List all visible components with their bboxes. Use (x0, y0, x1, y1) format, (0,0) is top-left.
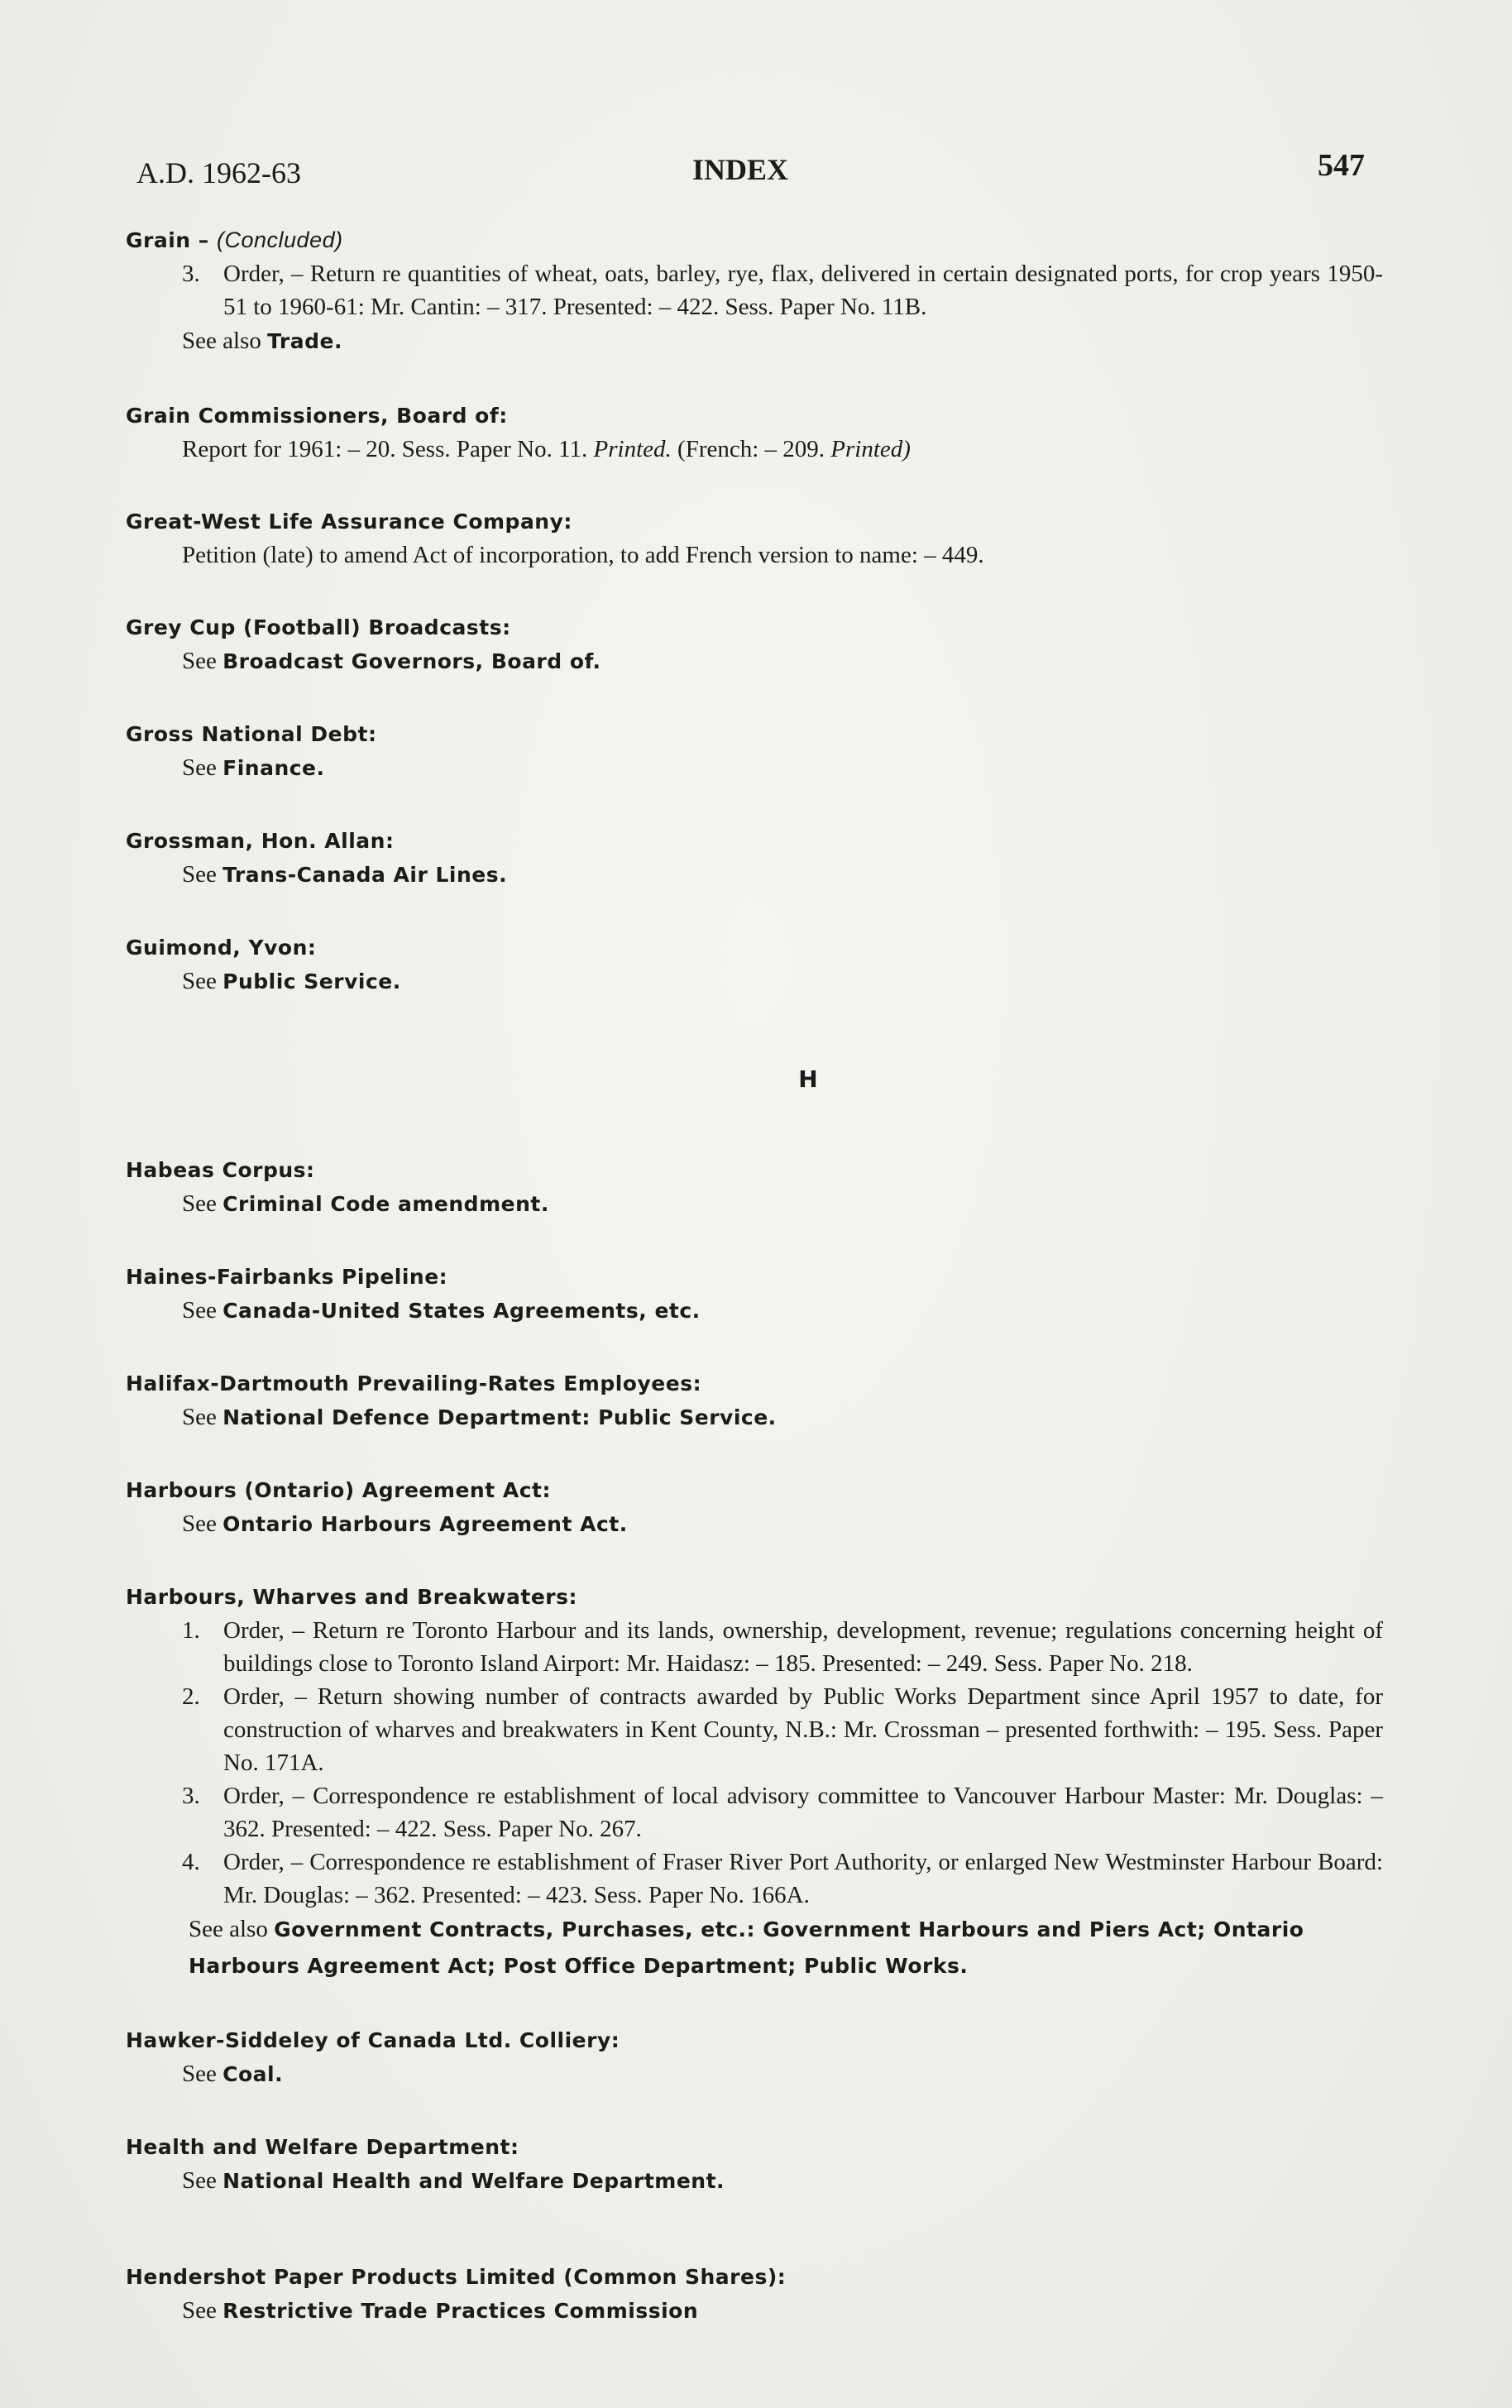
entry-body: See Canada-United States Agreements, etc. (182, 1297, 701, 1324)
index-entry-health-welfare (126, 2131, 1383, 2198)
entry-heading: Grossman, Hon. Allan: (126, 829, 395, 853)
entry-heading: Grain Commissioners, Board of: (126, 404, 508, 428)
entry-body: See Broadcast Governors, Board of. (182, 648, 601, 674)
cross-reference: Ontario Harbours Agreement Act. (222, 1512, 628, 1536)
entry-body: Petition (late) to amend Act of incorporation, to add French version to name: – 449. (182, 542, 984, 568)
entry-heading: Habeas Corpus: (126, 1158, 315, 1182)
entry-body: See National Health and Welfare Department. (182, 2167, 725, 2194)
entry-heading: Hawker-Siddeley of Canada Ltd. Colliery: (126, 2028, 620, 2052)
entry-heading: Hendershot Paper Products Limited (Common Shares): (126, 2265, 787, 2289)
list-item: 3. Order, – Correspondence re establishment of local advisory committee to Vancouver Harbour Master: Mr. Douglas: – 362. Presented: – 422. Sess. Paper No. 267. (182, 1783, 1383, 1842)
index-entry-halifax-dartmouth (126, 1367, 1383, 1434)
entry-body: See Trans-Canada Air Lines. (182, 861, 508, 888)
list-item: 4. Order, – Correspondence re establishment of Fraser River Port Authority, or enlarged New Westminster Harbour Board: Mr. Douglas: – 362. Presented: – 423. Sess. Paper No. 166A. (182, 1849, 1383, 1908)
see-also-reference: See also Government Contracts, Purchases, etc.: Government Harbours and Piers Act; Ontario Harbours Agreement Act; Post Office Department; Public Works. (189, 1916, 1304, 1978)
index-entry-gross-national-debt (126, 718, 1383, 785)
cross-reference: Trans-Canada Air Lines. (222, 863, 508, 887)
cross-reference: Criminal Code amendment. (222, 1192, 549, 1216)
entry-body: See Coal. (182, 2061, 284, 2087)
cross-reference: Restrictive Trade Practices Commission (222, 2299, 699, 2323)
index-entry-great-west-life (126, 505, 1383, 572)
entry-body: See Public Service. (182, 968, 401, 994)
see-also-reference: See also Trade. (182, 328, 342, 354)
entry-heading: Halifax-Dartmouth Prevailing-Rates Employees: (126, 1372, 702, 1395)
entry-heading: Health and Welfare Department: (126, 2135, 519, 2159)
entry-body: See Ontario Harbours Agreement Act. (182, 1510, 628, 1537)
index-entry-haines-fairbanks (126, 1261, 1383, 1328)
cross-reference: Finance. (222, 756, 325, 780)
cross-reference: National Health and Welfare Department. (222, 2169, 725, 2193)
list-item: 3. Order, – Return re quantities of wheat, oats, barley, rye, flax, delivered in certain designated ports, for crop years 1950-51 to 1960-61: Mr. Cantin: – 317. Presented: – 422. Sess. Paper No. 11B. (182, 261, 1383, 320)
entry-body: Report for 1961: – 20. Sess. Paper No. 11. Printed. (French: – 209. Printed) (182, 436, 911, 462)
entry-body: See Criminal Code amendment. (182, 1190, 549, 1217)
entry-body: See Finance. (182, 754, 325, 781)
section-letter-heading: H (798, 1065, 818, 1093)
entry-heading: Gross National Debt: (126, 722, 377, 746)
index-entry-harbours-ontario (126, 1474, 1383, 1541)
index-entry-guimond (126, 931, 1383, 998)
index-content (126, 223, 1383, 2367)
list-item: 1. Order, – Return re Toronto Harbour and its lands, ownership, development, revenue; regulations concerning height of buildings close to Toronto Island Airport: Mr. Haidasz: – 185. Presented: – 249. Sess. Paper No. 218. (182, 1617, 1383, 1677)
index-entry-hawker-siddeley (126, 2024, 1383, 2091)
index-entry-habeas-corpus (126, 1154, 1383, 1221)
cross-reference: National Defence Department: Public Service. (222, 1405, 777, 1429)
entry-heading: Harbours, Wharves and Breakwaters: (126, 1585, 577, 1609)
index-entry-grey-cup (126, 611, 1383, 678)
list-item: 2. Order, – Return showing number of contracts awarded by Public Works Department since April 1957 to date, for construction of wharves and breakwaters in Kent County, N.B.: Mr. Crossman – presented forthwith: – 195. Sess. Paper No. 171A. (182, 1683, 1383, 1776)
cross-reference: Public Service. (222, 969, 401, 993)
index-entry-harbours-wharves (126, 1581, 1383, 1984)
cross-reference: Broadcast Governors, Board of. (222, 649, 601, 673)
cross-reference: Canada-United States Agreements, etc. (222, 1299, 701, 1323)
index-entry-hendershot (126, 2261, 1383, 2328)
cross-reference: Coal. (222, 2062, 284, 2086)
index-entry-grain (126, 223, 1383, 360)
index-entry-grain-commissioners (126, 400, 1383, 466)
entry-body (126, 1614, 1383, 1984)
header-title: INDEX (692, 153, 789, 186)
entry-heading: Harbours (Ontario) Agreement Act: (126, 1478, 551, 1502)
page-number: 547 (1318, 148, 1365, 183)
entry-heading: Grain – (Concluded) (126, 227, 343, 252)
entry-heading: Guimond, Yvon: (126, 936, 317, 960)
running-header (136, 147, 1365, 197)
entry-heading: Great-West Life Assurance Company: (126, 510, 572, 534)
entry-body (126, 257, 1383, 360)
entry-heading: Haines-Fairbanks Pipeline: (126, 1265, 448, 1289)
index-entry-grossman (126, 825, 1383, 892)
header-year: A.D. 1962-63 (136, 156, 301, 189)
entry-body: See National Defence Department: Public Service. (182, 1404, 777, 1430)
entry-heading: Grey Cup (Football) Broadcasts: (126, 615, 511, 639)
entry-body: See Restrictive Trade Practices Commission (182, 2297, 699, 2324)
